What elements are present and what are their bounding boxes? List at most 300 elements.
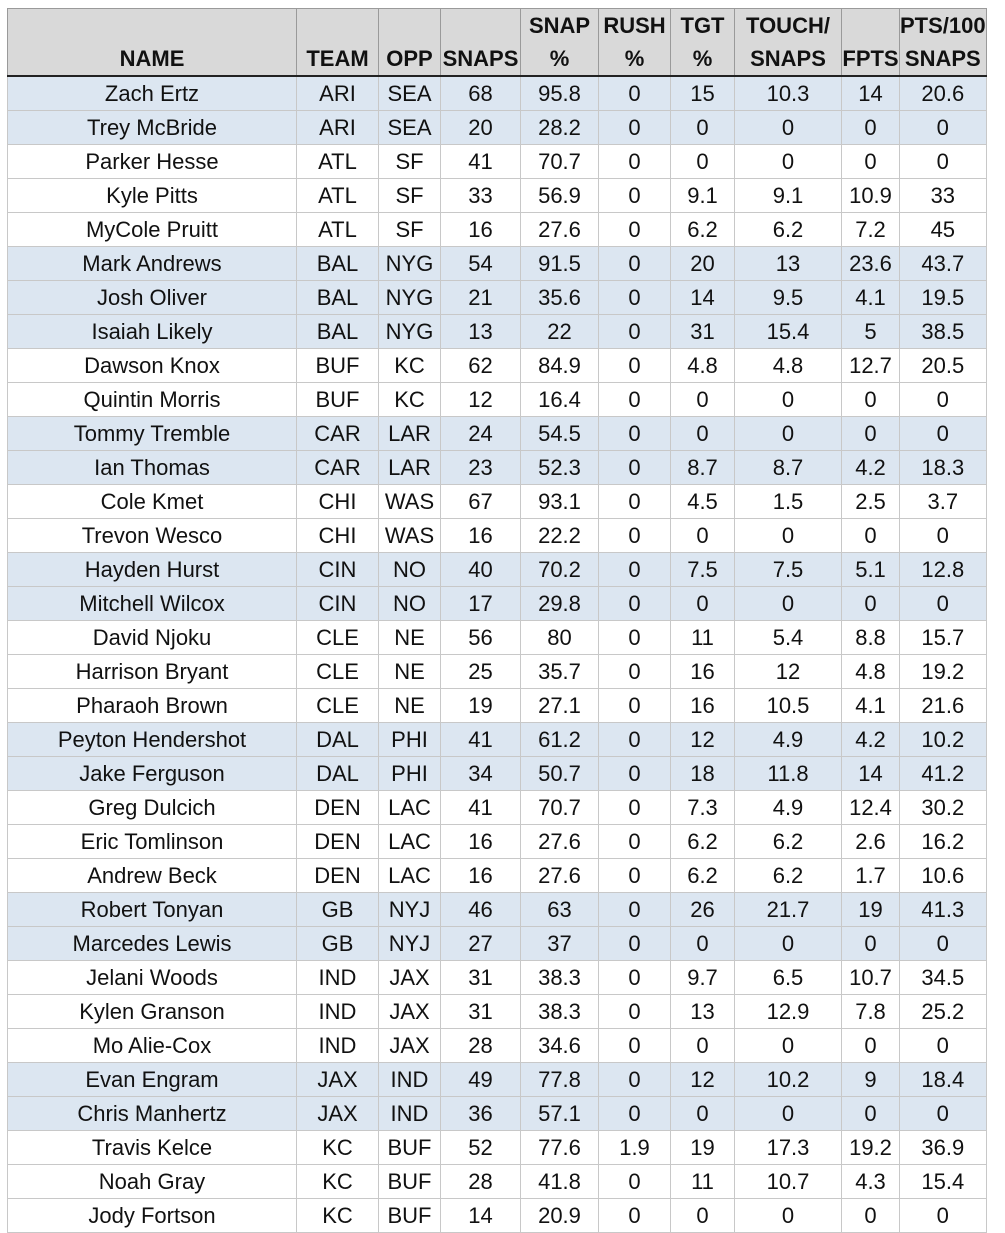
cell-touch-snaps[interactable]: 6.5 bbox=[735, 961, 842, 995]
cell-snap-pct[interactable]: 20.9 bbox=[521, 1199, 599, 1233]
cell-team[interactable]: CLE bbox=[297, 655, 379, 689]
cell-pts-100[interactable]: 41.3 bbox=[900, 893, 987, 927]
cell-snap-pct[interactable]: 57.1 bbox=[521, 1097, 599, 1131]
cell-snap-pct[interactable]: 16.4 bbox=[521, 383, 599, 417]
column-header-fpts[interactable] bbox=[842, 9, 900, 77]
cell-snap-pct[interactable]: 50.7 bbox=[521, 757, 599, 791]
cell-name[interactable]: Jelani Woods bbox=[8, 961, 297, 995]
cell-snaps[interactable]: 14 bbox=[441, 1199, 521, 1233]
cell-snaps[interactable]: 41 bbox=[441, 791, 521, 825]
cell-touch-snaps[interactable]: 13 bbox=[735, 247, 842, 281]
cell-tgt-pct[interactable]: 0 bbox=[671, 519, 735, 553]
cell-team[interactable]: CAR bbox=[297, 417, 379, 451]
cell-snaps[interactable]: 31 bbox=[441, 995, 521, 1029]
cell-touch-snaps[interactable]: 7.5 bbox=[735, 553, 842, 587]
cell-touch-snaps[interactable]: 5.4 bbox=[735, 621, 842, 655]
cell-opp[interactable]: NE bbox=[379, 655, 441, 689]
cell-team[interactable]: CHI bbox=[297, 519, 379, 553]
cell-snaps[interactable]: 16 bbox=[441, 859, 521, 893]
cell-touch-snaps[interactable]: 4.9 bbox=[735, 791, 842, 825]
cell-snap-pct[interactable]: 27.6 bbox=[521, 213, 599, 247]
cell-tgt-pct[interactable]: 9.7 bbox=[671, 961, 735, 995]
cell-rush-pct[interactable]: 0 bbox=[599, 927, 671, 961]
cell-snaps[interactable]: 31 bbox=[441, 961, 521, 995]
table-row[interactable] bbox=[8, 825, 987, 859]
cell-touch-snaps[interactable]: 0 bbox=[735, 519, 842, 553]
cell-opp[interactable]: BUF bbox=[379, 1131, 441, 1165]
cell-fpts[interactable]: 0 bbox=[842, 145, 900, 179]
cell-opp[interactable]: LAC bbox=[379, 859, 441, 893]
cell-snaps[interactable]: 36 bbox=[441, 1097, 521, 1131]
cell-snap-pct[interactable]: 27.6 bbox=[521, 859, 599, 893]
cell-snap-pct[interactable]: 80 bbox=[521, 621, 599, 655]
table-row[interactable] bbox=[8, 689, 987, 723]
cell-name[interactable]: Trey McBride bbox=[8, 111, 297, 145]
cell-rush-pct[interactable]: 0 bbox=[599, 689, 671, 723]
cell-team[interactable]: BUF bbox=[297, 383, 379, 417]
cell-snaps[interactable]: 23 bbox=[441, 451, 521, 485]
cell-fpts[interactable]: 4.1 bbox=[842, 689, 900, 723]
cell-rush-pct[interactable]: 0 bbox=[599, 145, 671, 179]
cell-fpts[interactable]: 4.8 bbox=[842, 655, 900, 689]
cell-touch-snaps[interactable]: 10.2 bbox=[735, 1063, 842, 1097]
cell-fpts[interactable]: 4.2 bbox=[842, 451, 900, 485]
table-row[interactable] bbox=[8, 961, 987, 995]
table-row[interactable] bbox=[8, 995, 987, 1029]
cell-rush-pct[interactable]: 0 bbox=[599, 791, 671, 825]
cell-touch-snaps[interactable]: 6.2 bbox=[735, 213, 842, 247]
cell-name[interactable]: Noah Gray bbox=[8, 1165, 297, 1199]
cell-snap-pct[interactable]: 52.3 bbox=[521, 451, 599, 485]
cell-fpts[interactable]: 19.2 bbox=[842, 1131, 900, 1165]
cell-pts-100[interactable]: 0 bbox=[900, 1199, 987, 1233]
cell-snap-pct[interactable]: 28.2 bbox=[521, 111, 599, 145]
cell-rush-pct[interactable]: 0 bbox=[599, 213, 671, 247]
cell-snaps[interactable]: 46 bbox=[441, 893, 521, 927]
cell-touch-snaps[interactable]: 12.9 bbox=[735, 995, 842, 1029]
cell-touch-snaps[interactable]: 10.7 bbox=[735, 1165, 842, 1199]
cell-team[interactable]: ARI bbox=[297, 111, 379, 145]
cell-tgt-pct[interactable]: 16 bbox=[671, 655, 735, 689]
cell-touch-snaps[interactable]: 10.3 bbox=[735, 76, 842, 111]
cell-pts-100[interactable]: 19.2 bbox=[900, 655, 987, 689]
cell-snaps[interactable]: 49 bbox=[441, 1063, 521, 1097]
cell-tgt-pct[interactable]: 0 bbox=[671, 1029, 735, 1063]
cell-snaps[interactable]: 27 bbox=[441, 927, 521, 961]
cell-name[interactable]: Eric Tomlinson bbox=[8, 825, 297, 859]
cell-snap-pct[interactable]: 93.1 bbox=[521, 485, 599, 519]
cell-fpts[interactable]: 5.1 bbox=[842, 553, 900, 587]
cell-snaps[interactable]: 19 bbox=[441, 689, 521, 723]
cell-opp[interactable]: IND bbox=[379, 1063, 441, 1097]
cell-pts-100[interactable]: 0 bbox=[900, 519, 987, 553]
cell-snaps[interactable]: 54 bbox=[441, 247, 521, 281]
cell-name[interactable]: Pharaoh Brown bbox=[8, 689, 297, 723]
cell-name[interactable]: Marcedes Lewis bbox=[8, 927, 297, 961]
column-header-rush-pct[interactable] bbox=[599, 9, 671, 77]
cell-opp[interactable]: KC bbox=[379, 349, 441, 383]
cell-tgt-pct[interactable]: 12 bbox=[671, 723, 735, 757]
table-row[interactable] bbox=[8, 927, 987, 961]
cell-snaps[interactable]: 20 bbox=[441, 111, 521, 145]
cell-name[interactable]: Hayden Hurst bbox=[8, 553, 297, 587]
table-row[interactable] bbox=[8, 553, 987, 587]
cell-pts-100[interactable]: 20.6 bbox=[900, 76, 987, 111]
column-header-snap-pct[interactable] bbox=[521, 9, 599, 77]
cell-tgt-pct[interactable]: 0 bbox=[671, 145, 735, 179]
cell-snaps[interactable]: 12 bbox=[441, 383, 521, 417]
table-row[interactable] bbox=[8, 587, 987, 621]
cell-opp[interactable]: SF bbox=[379, 145, 441, 179]
cell-opp[interactable]: WAS bbox=[379, 519, 441, 553]
cell-opp[interactable]: NYG bbox=[379, 247, 441, 281]
cell-rush-pct[interactable]: 0 bbox=[599, 451, 671, 485]
cell-opp[interactable]: JAX bbox=[379, 1029, 441, 1063]
cell-rush-pct[interactable]: 0 bbox=[599, 383, 671, 417]
cell-name[interactable]: Ian Thomas bbox=[8, 451, 297, 485]
cell-snap-pct[interactable]: 77.6 bbox=[521, 1131, 599, 1165]
cell-snaps[interactable]: 34 bbox=[441, 757, 521, 791]
cell-snaps[interactable]: 67 bbox=[441, 485, 521, 519]
table-row[interactable] bbox=[8, 519, 987, 553]
cell-touch-snaps[interactable]: 0 bbox=[735, 383, 842, 417]
cell-snaps[interactable]: 28 bbox=[441, 1029, 521, 1063]
table-row[interactable] bbox=[8, 315, 987, 349]
cell-name[interactable]: Andrew Beck bbox=[8, 859, 297, 893]
cell-pts-100[interactable]: 0 bbox=[900, 383, 987, 417]
cell-name[interactable]: MyCole Pruitt bbox=[8, 213, 297, 247]
cell-team[interactable]: KC bbox=[297, 1131, 379, 1165]
cell-name[interactable]: Jake Ferguson bbox=[8, 757, 297, 791]
table-row[interactable] bbox=[8, 145, 987, 179]
cell-snaps[interactable]: 16 bbox=[441, 519, 521, 553]
cell-rush-pct[interactable]: 0 bbox=[599, 655, 671, 689]
cell-tgt-pct[interactable]: 11 bbox=[671, 1165, 735, 1199]
cell-team[interactable]: ATL bbox=[297, 179, 379, 213]
table-row[interactable] bbox=[8, 485, 987, 519]
cell-opp[interactable]: LAC bbox=[379, 825, 441, 859]
cell-team[interactable]: ATL bbox=[297, 145, 379, 179]
cell-snap-pct[interactable]: 91.5 bbox=[521, 247, 599, 281]
cell-rush-pct[interactable]: 0 bbox=[599, 825, 671, 859]
cell-team[interactable]: IND bbox=[297, 961, 379, 995]
cell-tgt-pct[interactable]: 13 bbox=[671, 995, 735, 1029]
cell-pts-100[interactable]: 38.5 bbox=[900, 315, 987, 349]
cell-name[interactable]: Kyle Pitts bbox=[8, 179, 297, 213]
table-row[interactable] bbox=[8, 723, 987, 757]
cell-opp[interactable]: NE bbox=[379, 621, 441, 655]
cell-team[interactable]: CLE bbox=[297, 689, 379, 723]
cell-opp[interactable]: SF bbox=[379, 213, 441, 247]
cell-team[interactable]: BAL bbox=[297, 315, 379, 349]
cell-snap-pct[interactable]: 35.7 bbox=[521, 655, 599, 689]
cell-pts-100[interactable]: 33 bbox=[900, 179, 987, 213]
cell-name[interactable]: Greg Dulcich bbox=[8, 791, 297, 825]
cell-fpts[interactable]: 4.1 bbox=[842, 281, 900, 315]
cell-fpts[interactable]: 0 bbox=[842, 383, 900, 417]
cell-name[interactable]: Tommy Tremble bbox=[8, 417, 297, 451]
cell-pts-100[interactable]: 41.2 bbox=[900, 757, 987, 791]
cell-touch-snaps[interactable]: 0 bbox=[735, 1029, 842, 1063]
cell-rush-pct[interactable]: 0 bbox=[599, 349, 671, 383]
cell-fpts[interactable]: 23.6 bbox=[842, 247, 900, 281]
cell-tgt-pct[interactable]: 7.3 bbox=[671, 791, 735, 825]
cell-team[interactable]: GB bbox=[297, 893, 379, 927]
cell-tgt-pct[interactable]: 20 bbox=[671, 247, 735, 281]
cell-name[interactable]: Dawson Knox bbox=[8, 349, 297, 383]
cell-rush-pct[interactable]: 0 bbox=[599, 553, 671, 587]
cell-rush-pct[interactable]: 0 bbox=[599, 111, 671, 145]
cell-touch-snaps[interactable]: 10.5 bbox=[735, 689, 842, 723]
cell-team[interactable]: GB bbox=[297, 927, 379, 961]
cell-pts-100[interactable]: 0 bbox=[900, 417, 987, 451]
cell-name[interactable]: Robert Tonyan bbox=[8, 893, 297, 927]
cell-fpts[interactable]: 4.3 bbox=[842, 1165, 900, 1199]
cell-tgt-pct[interactable]: 18 bbox=[671, 757, 735, 791]
cell-snap-pct[interactable]: 84.9 bbox=[521, 349, 599, 383]
table-row[interactable] bbox=[8, 655, 987, 689]
column-header-touch-snaps[interactable] bbox=[735, 9, 842, 77]
cell-tgt-pct[interactable]: 15 bbox=[671, 76, 735, 111]
table-row[interactable] bbox=[8, 383, 987, 417]
cell-snap-pct[interactable]: 70.2 bbox=[521, 553, 599, 587]
cell-fpts[interactable]: 2.5 bbox=[842, 485, 900, 519]
cell-snap-pct[interactable]: 38.3 bbox=[521, 961, 599, 995]
cell-snap-pct[interactable]: 54.5 bbox=[521, 417, 599, 451]
table-row[interactable] bbox=[8, 281, 987, 315]
cell-pts-100[interactable]: 43.7 bbox=[900, 247, 987, 281]
cell-name[interactable]: Quintin Morris bbox=[8, 383, 297, 417]
cell-opp[interactable]: NYJ bbox=[379, 893, 441, 927]
cell-rush-pct[interactable]: 0 bbox=[599, 587, 671, 621]
cell-snap-pct[interactable]: 29.8 bbox=[521, 587, 599, 621]
cell-fpts[interactable]: 0 bbox=[842, 1029, 900, 1063]
cell-touch-snaps[interactable]: 12 bbox=[735, 655, 842, 689]
cell-opp[interactable]: NYG bbox=[379, 315, 441, 349]
table-row[interactable] bbox=[8, 1165, 987, 1199]
cell-opp[interactable]: LAR bbox=[379, 451, 441, 485]
cell-team[interactable]: DEN bbox=[297, 791, 379, 825]
cell-fpts[interactable]: 14 bbox=[842, 76, 900, 111]
cell-rush-pct[interactable]: 0 bbox=[599, 1165, 671, 1199]
cell-opp[interactable]: NO bbox=[379, 587, 441, 621]
cell-tgt-pct[interactable]: 19 bbox=[671, 1131, 735, 1165]
cell-touch-snaps[interactable]: 6.2 bbox=[735, 825, 842, 859]
cell-snap-pct[interactable]: 22 bbox=[521, 315, 599, 349]
cell-snaps[interactable]: 52 bbox=[441, 1131, 521, 1165]
cell-name[interactable]: Evan Engram bbox=[8, 1063, 297, 1097]
cell-tgt-pct[interactable]: 0 bbox=[671, 587, 735, 621]
cell-name[interactable]: Mark Andrews bbox=[8, 247, 297, 281]
cell-opp[interactable]: BUF bbox=[379, 1199, 441, 1233]
table-row[interactable] bbox=[8, 1029, 987, 1063]
cell-opp[interactable]: PHI bbox=[379, 723, 441, 757]
cell-tgt-pct[interactable]: 14 bbox=[671, 281, 735, 315]
cell-fpts[interactable]: 10.9 bbox=[842, 179, 900, 213]
table-row[interactable] bbox=[8, 1199, 987, 1233]
cell-tgt-pct[interactable]: 11 bbox=[671, 621, 735, 655]
cell-team[interactable]: CIN bbox=[297, 553, 379, 587]
cell-touch-snaps[interactable]: 11.8 bbox=[735, 757, 842, 791]
cell-touch-snaps[interactable]: 0 bbox=[735, 927, 842, 961]
column-header-opp[interactable] bbox=[379, 9, 441, 77]
table-row[interactable] bbox=[8, 349, 987, 383]
table-row[interactable] bbox=[8, 213, 987, 247]
cell-opp[interactable]: BUF bbox=[379, 1165, 441, 1199]
table-row[interactable] bbox=[8, 1063, 987, 1097]
cell-opp[interactable]: KC bbox=[379, 383, 441, 417]
cell-rush-pct[interactable]: 0 bbox=[599, 76, 671, 111]
cell-fpts[interactable]: 7.8 bbox=[842, 995, 900, 1029]
cell-tgt-pct[interactable]: 4.5 bbox=[671, 485, 735, 519]
cell-fpts[interactable]: 0 bbox=[842, 519, 900, 553]
cell-fpts[interactable]: 9 bbox=[842, 1063, 900, 1097]
cell-tgt-pct[interactable]: 6.2 bbox=[671, 825, 735, 859]
table-row[interactable] bbox=[8, 859, 987, 893]
cell-team[interactable]: JAX bbox=[297, 1097, 379, 1131]
cell-touch-snaps[interactable]: 0 bbox=[735, 1097, 842, 1131]
cell-touch-snaps[interactable]: 0 bbox=[735, 145, 842, 179]
cell-name[interactable]: Mo Alie-Cox bbox=[8, 1029, 297, 1063]
cell-snaps[interactable]: 16 bbox=[441, 213, 521, 247]
cell-touch-snaps[interactable]: 17.3 bbox=[735, 1131, 842, 1165]
cell-name[interactable]: Mitchell Wilcox bbox=[8, 587, 297, 621]
cell-tgt-pct[interactable]: 0 bbox=[671, 111, 735, 145]
cell-fpts[interactable]: 4.2 bbox=[842, 723, 900, 757]
column-header-team[interactable] bbox=[297, 9, 379, 77]
cell-tgt-pct[interactable]: 6.2 bbox=[671, 859, 735, 893]
cell-snap-pct[interactable]: 95.8 bbox=[521, 76, 599, 111]
table-row[interactable] bbox=[8, 791, 987, 825]
cell-pts-100[interactable]: 16.2 bbox=[900, 825, 987, 859]
cell-tgt-pct[interactable]: 26 bbox=[671, 893, 735, 927]
cell-rush-pct[interactable]: 0 bbox=[599, 1199, 671, 1233]
cell-snaps[interactable]: 13 bbox=[441, 315, 521, 349]
cell-snaps[interactable]: 24 bbox=[441, 417, 521, 451]
cell-snaps[interactable]: 25 bbox=[441, 655, 521, 689]
cell-opp[interactable]: WAS bbox=[379, 485, 441, 519]
table-row[interactable] bbox=[8, 247, 987, 281]
cell-name[interactable]: Josh Oliver bbox=[8, 281, 297, 315]
cell-name[interactable]: Harrison Bryant bbox=[8, 655, 297, 689]
cell-snaps[interactable]: 56 bbox=[441, 621, 521, 655]
cell-tgt-pct[interactable]: 16 bbox=[671, 689, 735, 723]
cell-name[interactable]: Isaiah Likely bbox=[8, 315, 297, 349]
table-row[interactable] bbox=[8, 111, 987, 145]
cell-team[interactable]: IND bbox=[297, 995, 379, 1029]
cell-touch-snaps[interactable]: 8.7 bbox=[735, 451, 842, 485]
cell-pts-100[interactable]: 45 bbox=[900, 213, 987, 247]
cell-rush-pct[interactable]: 0 bbox=[599, 757, 671, 791]
cell-touch-snaps[interactable]: 0 bbox=[735, 111, 842, 145]
cell-pts-100[interactable]: 0 bbox=[900, 111, 987, 145]
cell-name[interactable]: Cole Kmet bbox=[8, 485, 297, 519]
cell-rush-pct[interactable]: 0 bbox=[599, 961, 671, 995]
cell-fpts[interactable]: 10.7 bbox=[842, 961, 900, 995]
cell-snaps[interactable]: 41 bbox=[441, 723, 521, 757]
cell-tgt-pct[interactable]: 7.5 bbox=[671, 553, 735, 587]
cell-fpts[interactable]: 0 bbox=[842, 111, 900, 145]
cell-name[interactable]: Travis Kelce bbox=[8, 1131, 297, 1165]
cell-pts-100[interactable]: 0 bbox=[900, 927, 987, 961]
cell-tgt-pct[interactable]: 31 bbox=[671, 315, 735, 349]
cell-snap-pct[interactable]: 77.8 bbox=[521, 1063, 599, 1097]
cell-name[interactable]: Peyton Hendershot bbox=[8, 723, 297, 757]
cell-pts-100[interactable]: 34.5 bbox=[900, 961, 987, 995]
cell-team[interactable]: DAL bbox=[297, 757, 379, 791]
cell-pts-100[interactable]: 19.5 bbox=[900, 281, 987, 315]
cell-team[interactable]: BAL bbox=[297, 281, 379, 315]
table-row[interactable] bbox=[8, 417, 987, 451]
cell-snap-pct[interactable]: 41.8 bbox=[521, 1165, 599, 1199]
cell-team[interactable]: CIN bbox=[297, 587, 379, 621]
table-row[interactable] bbox=[8, 621, 987, 655]
cell-pts-100[interactable]: 0 bbox=[900, 587, 987, 621]
cell-pts-100[interactable]: 12.8 bbox=[900, 553, 987, 587]
cell-team[interactable]: BUF bbox=[297, 349, 379, 383]
cell-fpts[interactable]: 0 bbox=[842, 587, 900, 621]
cell-opp[interactable]: NE bbox=[379, 689, 441, 723]
cell-team[interactable]: CAR bbox=[297, 451, 379, 485]
cell-pts-100[interactable]: 18.3 bbox=[900, 451, 987, 485]
cell-snaps[interactable]: 68 bbox=[441, 76, 521, 111]
cell-fpts[interactable]: 1.7 bbox=[842, 859, 900, 893]
cell-tgt-pct[interactable]: 4.8 bbox=[671, 349, 735, 383]
cell-name[interactable]: Parker Hesse bbox=[8, 145, 297, 179]
cell-opp[interactable]: SEA bbox=[379, 76, 441, 111]
cell-tgt-pct[interactable]: 0 bbox=[671, 1097, 735, 1131]
cell-rush-pct[interactable]: 0 bbox=[599, 1097, 671, 1131]
cell-tgt-pct[interactable]: 0 bbox=[671, 417, 735, 451]
cell-opp[interactable]: SEA bbox=[379, 111, 441, 145]
cell-rush-pct[interactable]: 0 bbox=[599, 621, 671, 655]
cell-rush-pct[interactable]: 0 bbox=[599, 179, 671, 213]
cell-snaps[interactable]: 21 bbox=[441, 281, 521, 315]
cell-snaps[interactable]: 62 bbox=[441, 349, 521, 383]
cell-pts-100[interactable]: 10.6 bbox=[900, 859, 987, 893]
cell-pts-100[interactable]: 30.2 bbox=[900, 791, 987, 825]
cell-fpts[interactable]: 0 bbox=[842, 417, 900, 451]
table-row[interactable] bbox=[8, 1131, 987, 1165]
cell-opp[interactable]: PHI bbox=[379, 757, 441, 791]
cell-team[interactable]: KC bbox=[297, 1199, 379, 1233]
cell-rush-pct[interactable]: 0 bbox=[599, 1029, 671, 1063]
cell-snap-pct[interactable]: 37 bbox=[521, 927, 599, 961]
cell-touch-snaps[interactable]: 21.7 bbox=[735, 893, 842, 927]
cell-opp[interactable]: NYG bbox=[379, 281, 441, 315]
cell-pts-100[interactable]: 36.9 bbox=[900, 1131, 987, 1165]
cell-snap-pct[interactable]: 70.7 bbox=[521, 791, 599, 825]
cell-fpts[interactable]: 8.8 bbox=[842, 621, 900, 655]
cell-team[interactable]: BAL bbox=[297, 247, 379, 281]
cell-pts-100[interactable]: 20.5 bbox=[900, 349, 987, 383]
cell-snaps[interactable]: 28 bbox=[441, 1165, 521, 1199]
cell-snaps[interactable]: 33 bbox=[441, 179, 521, 213]
cell-pts-100[interactable]: 25.2 bbox=[900, 995, 987, 1029]
cell-rush-pct[interactable]: 0 bbox=[599, 723, 671, 757]
cell-fpts[interactable]: 0 bbox=[842, 1199, 900, 1233]
cell-team[interactable]: CLE bbox=[297, 621, 379, 655]
cell-touch-snaps[interactable]: 15.4 bbox=[735, 315, 842, 349]
cell-touch-snaps[interactable]: 9.1 bbox=[735, 179, 842, 213]
cell-name[interactable]: Zach Ertz bbox=[8, 76, 297, 111]
cell-team[interactable]: JAX bbox=[297, 1063, 379, 1097]
cell-team[interactable]: KC bbox=[297, 1165, 379, 1199]
cell-snap-pct[interactable]: 22.2 bbox=[521, 519, 599, 553]
cell-pts-100[interactable]: 0 bbox=[900, 145, 987, 179]
cell-pts-100[interactable]: 21.6 bbox=[900, 689, 987, 723]
cell-rush-pct[interactable]: 1.9 bbox=[599, 1131, 671, 1165]
